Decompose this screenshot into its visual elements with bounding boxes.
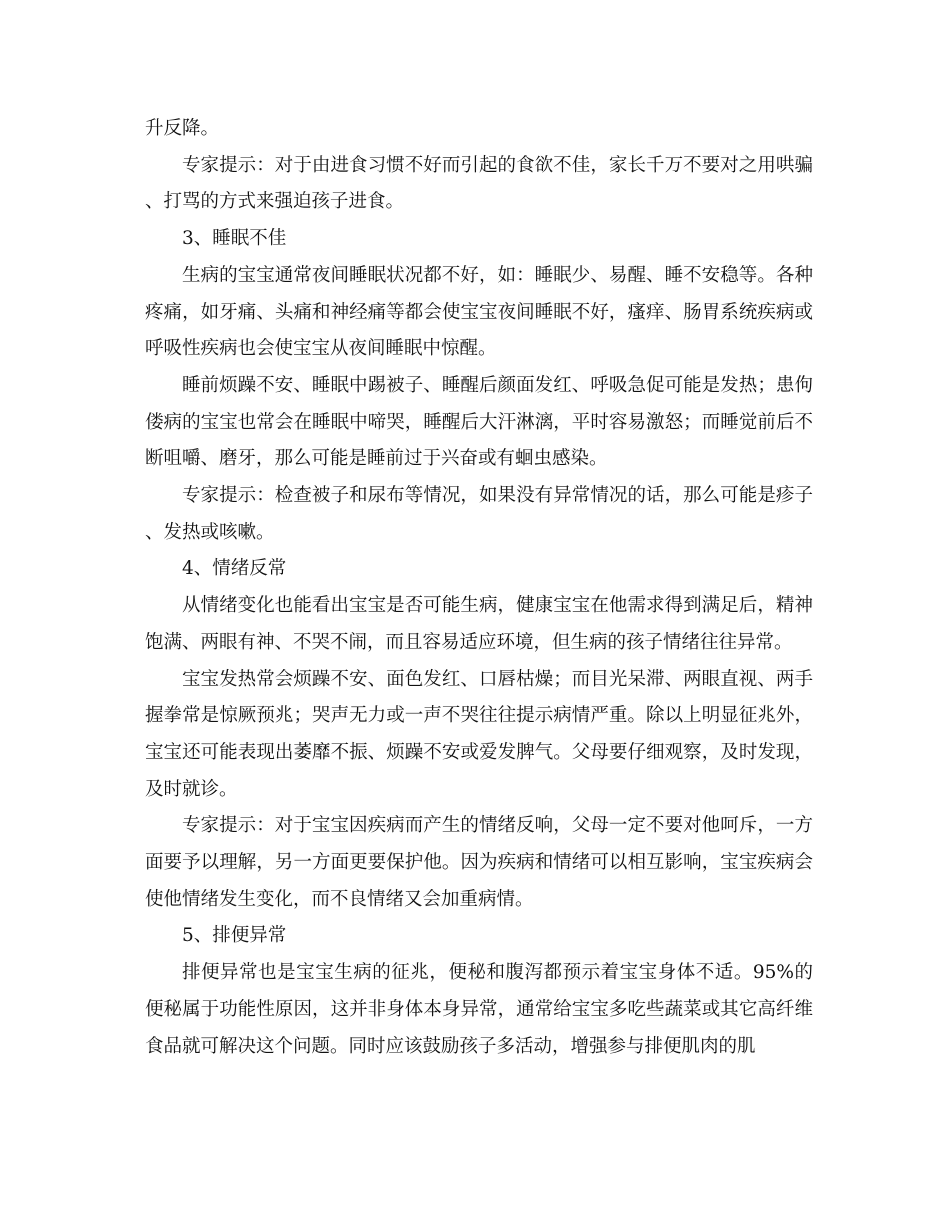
section-heading-sleep: 3、睡眠不佳	[182, 228, 287, 250]
paragraph-sleep-signs: 睡前烦躁不安、睡眠中踢被子、睡醒后颜面发红、呼吸急促可能是发热；患佝偻病的宝宝也常会在睡眠中啼哭，睡醒后大汗淋漓，平时容易激怒；而睡觉前后不断咀嚼、磨牙，那么可能是睡前过于兴奋或有蛔虫感染。	[145, 374, 813, 470]
paragraph-continuation: 升反降。	[145, 118, 220, 139]
paragraph-sleep-symptoms: 生病的宝宝通常夜间睡眠状况都不好，如：睡眠少、易醒、睡不安稳等。各种疼痛，如牙痛、头痛和神经痛等都会使宝宝夜间睡眠不好，瘙痒、肠胃系统疾病或呼吸性疾病也会使宝宝从夜间睡眠中惊醒。	[145, 264, 813, 360]
paragraph-bowel-abnormal: 排便异常也是宝宝生病的征兆，便秘和腹泻都预示着宝宝身体不适。95%的便秘属于功能性原因，这并非身体本身异常，通常给宝宝多吃些蔬菜或其它高纤维食品就可解决这个问题。同时应该鼓励孩子多活动，增强参与排便肌肉的肌	[145, 962, 813, 1057]
paragraph-expert-tip-appetite: 专家提示：对于由进食习惯不好而引起的食欲不佳，家长千万不要对之用哄骗、打骂的方式来强迫孩子进食。	[145, 154, 813, 213]
paragraph-emotion-signs: 宝宝发热常会烦躁不安、面色发红、口唇枯燥；而目光呆滞、两眼直视、两手握拳常是惊厥预兆；哭声无力或一声不哭往往提示病情严重。除以上明显征兆外，宝宝还可能表现出萎靡不振、烦躁不安或爱发脾气。父母要仔细观察，及时发现，及时就诊。	[145, 668, 813, 800]
section-heading-bowel: 5、排便异常	[182, 925, 287, 947]
paragraph-expert-tip-sleep: 专家提示：检查被子和尿布等情况，如果没有异常情况的话，那么可能是疹子、发热或咳嗽。	[145, 485, 813, 543]
paragraph-emotion-change: 从情绪变化也能看出宝宝是否可能生病，健康宝宝在他需求得到满足后，精神饱满、两眼有神、不哭不闹，而且容易适应环境，但生病的孩子情绪往往异常。	[145, 595, 813, 653]
section-heading-emotion: 4、情绪反常	[182, 558, 287, 580]
document-body	[145, 111, 813, 1065]
paragraph-expert-tip-emotion: 专家提示：对于宝宝因疾病而产生的情绪反响，父母一定不要对他呵斥，一方面要予以理解，另一方面更要保护他。因为疾病和情绪可以相互影响，宝宝疾病会使他情绪发生变化，而不良情绪又会加重病情。	[145, 815, 813, 910]
